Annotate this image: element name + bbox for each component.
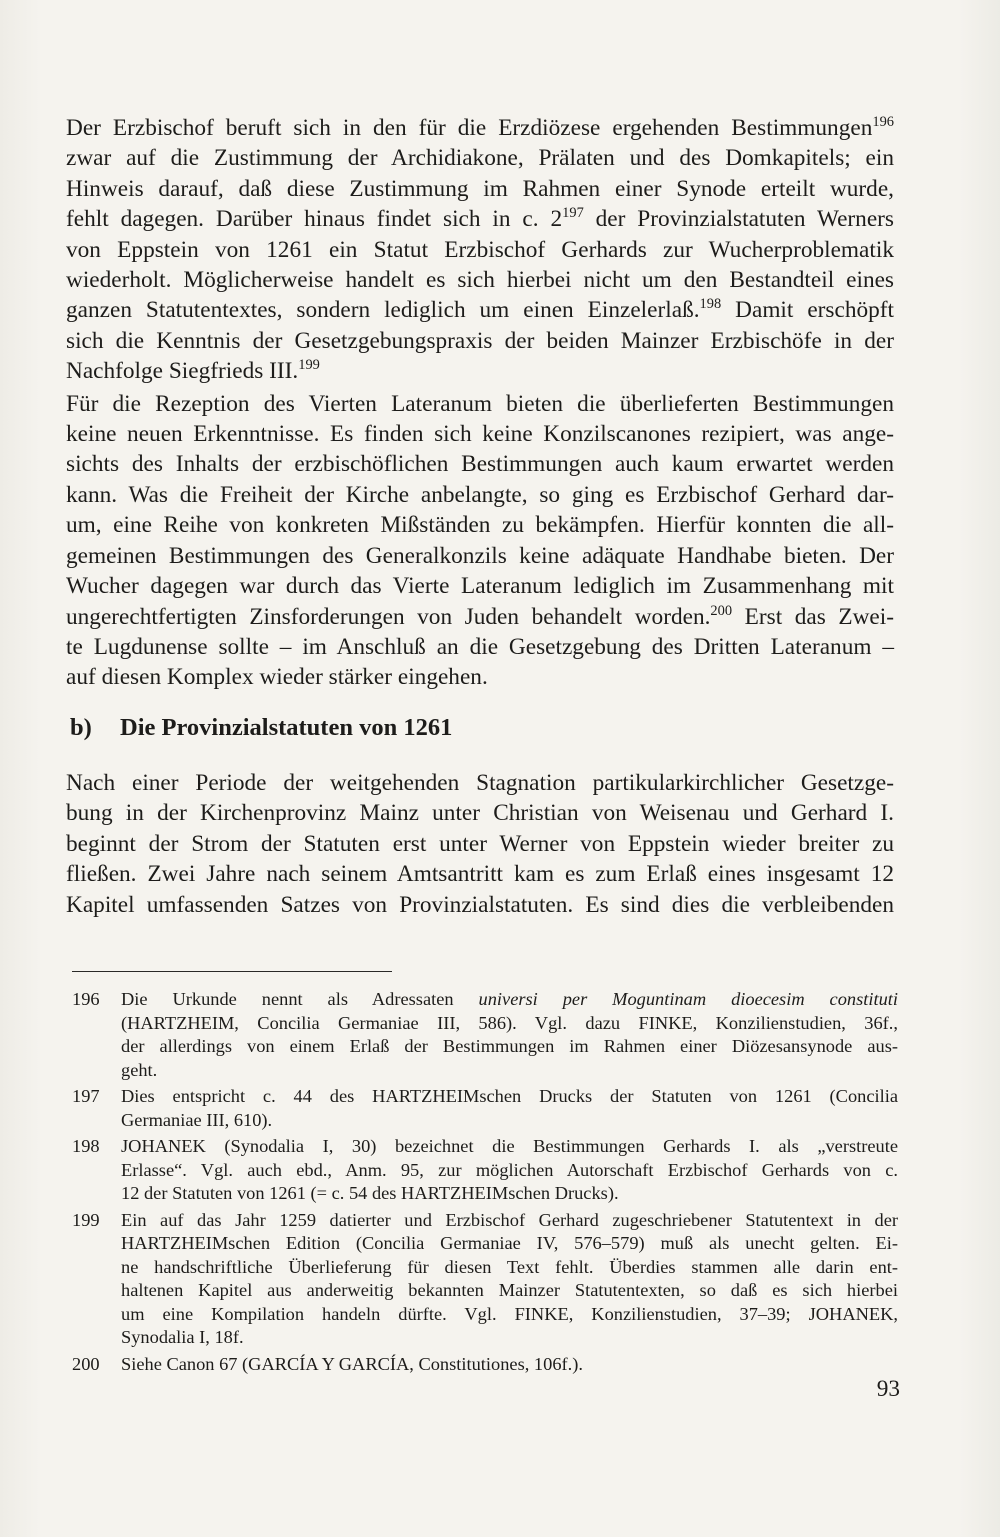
text-line: Kapitel umfassenden Satzes von Provinzialstatuten. Es sind dies die verbleibenden [66, 891, 894, 918]
text-line: JOHANEK (Synodalia I, 30) bezeichnet die Bestimmungen Gerhards I. als „verstreute [121, 1136, 898, 1156]
text-line: Wucher dagegen war durch das Vierte Lateranum lediglich im Zusammenhang mit [66, 573, 894, 600]
text-line: Die Urkunde nennt als Adressaten universi per Moguntinam dioecesim constituti [121, 989, 898, 1009]
text-line: Germaniae III, 610). [121, 1109, 273, 1130]
main-text-section-b [66, 768, 894, 920]
text-line: auf diesen Komplex wieder stärker eingehen. [66, 664, 488, 691]
footnote-ref-199[interactable]: 199 [298, 357, 320, 374]
footnote-number: 199 [72, 1209, 100, 1230]
text-line: Ein auf das Jahr 1259 datierter und Erzbischof Gerhard zugeschriebener Statutentext in der [121, 1209, 898, 1230]
text-line: te Lugdunense sollte – im Anschluß an die Gesetzgebung des Dritten Lateranum – [66, 633, 894, 660]
text-line: zwar auf die Zustimmung der Archidiakone, Prälaten und des Domkapitels; ein [66, 145, 894, 172]
text-line: keine neuen Erkenntnisse. Es finden sich keine Konzilscanones rezipiert, was ange- [66, 421, 894, 448]
footnote-text [121, 988, 898, 1082]
text-line: sichts des Inhalts der erzbischöflichen Bestimmungen auch kaum erwartet werden [66, 451, 894, 478]
paragraph-2 [66, 389, 894, 693]
footnote-ref-197[interactable]: 197 [562, 205, 584, 222]
footnote-text [121, 1085, 898, 1132]
text-line: geht. [121, 1059, 158, 1080]
text-line: von Eppstein von 1261 ein Statut Erzbischof Gerhards zur Wucherproblematik [66, 236, 894, 263]
text-line: Synodalia I, 18f. [121, 1327, 244, 1347]
footnote-separator [72, 971, 392, 972]
text-line: Siehe Canon 67 (GARCÍA Y GARCÍA, Constitutiones, 106f.). [121, 1353, 583, 1374]
text-line: fehlt dagegen. Darüber hinaus findet sich in c. $2^{197}$ der Provinzialstatuten Werners [66, 205, 895, 233]
text-line: (HARTZHEIM, Concilia Germaniae III, 586). Vgl. dazu FINKE, Konzilienstudien, 36f., [121, 1012, 898, 1033]
text-line: fließen. Zwei Jahre nach seinem Amtsantritt kam es zum Erlaß eines insgesamt 12 [66, 861, 894, 888]
text-line: Für die Rezeption des Vierten Lateranum bieten die überlieferten Bestimmungen [66, 390, 894, 417]
paragraph-1 [66, 113, 894, 387]
text-line: ne handschriftliche Überlieferung für diesen Text fehlt. Überdies stammen alle darin ent- [121, 1256, 898, 1277]
text-line: HARTZHEIMschen Edition (Concilia Germaniae IV, 576–579) muß als unecht gelten. Ei- [121, 1233, 898, 1253]
text-line: um eine Kompilation handeln dürfte. Vgl. FINKE, Konzilienstudien, 37–39; JOHANEK, [121, 1303, 898, 1324]
footnote-199 [72, 1209, 898, 1350]
text-line: kann. Was die Freiheit der Kirche anbelangte, so ging es Erzbischof Gerhard dar- [66, 481, 894, 508]
footnote-number: 196 [72, 989, 100, 1009]
text-line: bung in der Kirchenprovinz Mainz unter Christian von Weisenau und Gerhard I. [66, 800, 894, 827]
footnote-196 [72, 988, 898, 1082]
footnote-198 [72, 1135, 898, 1206]
footnote-text [121, 1135, 898, 1206]
text-line: Nach einer Periode der weitgehenden Stagnation partikularkirchlicher Gesetzge- [66, 770, 894, 796]
footnote-ref-198[interactable]: 198 [699, 296, 722, 313]
text-line: Hinweis darauf, daß diese Zustimmung im Rahmen einer Synode erteilt wurde, [66, 175, 894, 202]
section-heading [70, 714, 452, 742]
footnotes [72, 988, 898, 1379]
text-line: Erlasse“. Vgl. auch ebd., Anm. 95, zur möglichen Autorschaft Erzbischof Gerhards von c. [121, 1159, 898, 1180]
footnote-text [121, 1353, 898, 1377]
footnote-number: 197 [72, 1086, 100, 1106]
footnote-number: 198 [72, 1136, 100, 1156]
footnote-ref-200[interactable]: 200 [710, 602, 733, 619]
text-line: beginnt der Strom der Statuten erst unter Werner von Eppstein wieder breiter zu [66, 830, 894, 857]
text-line: der allerdings von einem Erlaß der Bestimmungen im Rahmen einer Diözesansynode aus- [121, 1036, 898, 1056]
text-line: ungerechtfertigten Zinsforderungen von Juden behandelt worden.$^{200}$ Erst das Zwei- [66, 602, 894, 630]
footnote-ref-196[interactable]: 196 [872, 114, 894, 131]
text-line: haltenen Kapitel aus anderweitig bekannten Mainzer Statutentexten, so daß es sich hierbei [121, 1280, 898, 1300]
text-line: 12 der Statuten von 1261 (= c. 54 des HARTZHEIMschen Drucks). [121, 1183, 619, 1203]
page-number: 93 [876, 1376, 900, 1402]
section-letter: b) [70, 714, 92, 741]
text-line: um, eine Reihe von konkreten Mißständen zu bekämpfen. Hierfür konnten die all- [66, 512, 894, 539]
section-title: Die Provinzialstatuten von 1261 [120, 714, 453, 741]
text-line: ganzen Statutentextes, sondern lediglich um einen Einzelerlaß.$^{198}$ Damit erschöpft [66, 296, 895, 324]
text-line: Nachfolge Siegfrieds III.$^{199}$ [66, 357, 320, 385]
footnote-text [121, 1209, 898, 1350]
text-line: Dies entspricht c. 44 des HARTZHEIMschen Drucks der Statuten von 1261 (Concilia [121, 1086, 898, 1106]
footnote-200 [72, 1353, 898, 1377]
text-line: gemeinen Bestimmungen des Generalkonzils keine adäquate Handhabe bieten. Der [66, 542, 894, 569]
main-text-upper [66, 113, 894, 693]
footnote-number: 200 [72, 1353, 100, 1374]
paragraph-3 [66, 768, 894, 920]
text-line: wiederholt. Möglicherweise handelt es sich hierbei nicht um den Bestandteil eines [66, 267, 894, 294]
text-line: Der Erzbischof beruft sich in den für die Erzdiözese ergehenden Bestimmungen$^{196}$ [66, 114, 894, 141]
text-line: sich die Kenntnis der Gesetzgebungspraxis der beiden Mainzer Erzbischöfe in der [66, 327, 894, 354]
footnote-197 [72, 1085, 898, 1132]
